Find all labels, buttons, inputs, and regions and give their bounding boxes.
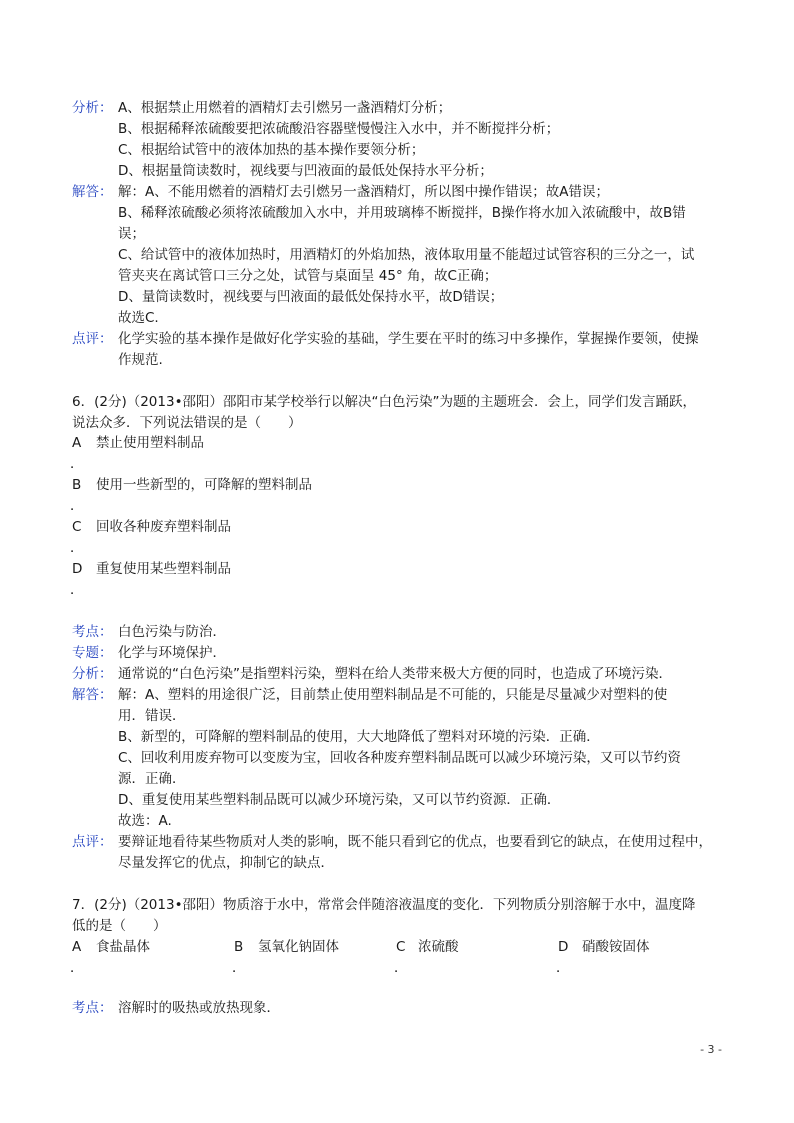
- option-letter: D: [558, 939, 569, 955]
- option-text: 氢氧化钠固体: [258, 939, 339, 955]
- analysis-line: D、根据量筒读数时，视线要与凹液面的最低处保持水平分析；: [118, 163, 493, 179]
- option-letter: A: [72, 435, 82, 451]
- option-dot: ．: [70, 582, 84, 598]
- option-dot: ．: [232, 960, 246, 976]
- jieda-line: 源．正确．: [118, 771, 186, 787]
- fenxi-text: 通常说的“白色污染”是指塑料污染，塑料在给人类带来极大方便的同时，也造成了环境污染．: [118, 666, 672, 682]
- analysis-line: C、根据给试管中的液体加热的基本操作要领分析；: [118, 142, 425, 158]
- answer-line: D、量筒读数时，视线要与凹液面的最低处保持水平，故D错误；: [118, 289, 504, 305]
- jieda-line: B、新型的，可降解的塑料制品的使用，大大地降低了塑料对环境的污染．正确．: [118, 729, 600, 745]
- answer-line: C、给试管中的液体加热时，用酒精灯的外焰加热，液体取用量不能超过试管容积的三分之一，试: [118, 247, 695, 263]
- question-7-stem: 7．(2分)（2013•邵阳）物质溶于水中，常常会伴随溶液温度的变化．下列物质分别溶解于水中，温度降: [72, 897, 696, 913]
- dianping-label: 点评：: [72, 834, 113, 850]
- option-text: 浓硫酸: [418, 939, 459, 955]
- option-text: 禁止使用塑料制品: [96, 435, 204, 451]
- option-letter: D: [72, 561, 83, 577]
- option-text: 使用一些新型的，可降解的塑料制品: [96, 477, 312, 493]
- analysis-label: 分析：: [72, 100, 113, 116]
- option-letter: B: [72, 477, 82, 493]
- option-text: 回收各种废弃塑料制品: [96, 519, 231, 535]
- option-dot: ．: [70, 456, 84, 472]
- option-text: 硝酸铵固体: [582, 939, 650, 955]
- zhuanti-text: 化学与环境保护．: [118, 645, 226, 661]
- page-number: - 3 -: [700, 1043, 722, 1056]
- option-text: 食盐晶体: [96, 939, 150, 955]
- fenxi-label: 分析：: [72, 666, 113, 682]
- answer-label: 解答：: [72, 184, 113, 200]
- option-text: 重复使用某些塑料制品: [96, 561, 231, 577]
- kaodian-text: 白色污染与防治．: [118, 624, 226, 640]
- answer-line: 误；: [118, 226, 145, 242]
- kaodian-text: 溶解时的吸热或放热现象．: [118, 1000, 280, 1016]
- answer-line: B、稀释浓硫酸必须将浓硫酸加入水中，并用玻璃棒不断搅拌，B操作将水加入浓硫酸中，故B错: [118, 205, 686, 221]
- option-dot: ．: [394, 960, 408, 976]
- zhuanti-label: 专题：: [72, 645, 113, 661]
- comment-label: 点评：: [72, 331, 113, 347]
- option-letter: A: [72, 939, 82, 955]
- jieda-line: 故选：A.: [118, 813, 172, 829]
- option-dot: ．: [70, 498, 84, 514]
- analysis-line: B、根据稀释浓硫酸要把浓硫酸沿容器壁慢慢注入水中，并不断搅拌分析；: [118, 121, 560, 137]
- jieda-line: 解：A、塑料的用途很广泛，目前禁止使用塑料制品是不可能的，只能是尽量减少对塑料的使: [118, 687, 668, 703]
- answer-line: 解：A、不能用燃着的酒精灯去引燃另一盏酒精灯，所以图中操作错误；故A错误；: [118, 184, 609, 200]
- jieda-line: 用．错误．: [118, 708, 186, 724]
- analysis-line: A、根据禁止用燃着的酒精灯去引燃另一盏酒精灯分析；: [118, 100, 452, 116]
- jieda-label: 解答：: [72, 687, 113, 703]
- question-7-stem: 低的是（ ）: [72, 918, 167, 934]
- kaodian-label: 考点：: [72, 1000, 113, 1016]
- option-dot: ．: [70, 540, 84, 556]
- option-dot: ．: [70, 960, 84, 976]
- question-6-stem: 说法众多．下列说法错误的是（ ）: [72, 415, 302, 431]
- option-letter: C: [72, 519, 82, 535]
- question-6-stem: 6．(2分)（2013•邵阳）邵阳市某学校举行以解决“白色污染”为题的主题班会．会上，同学们发言踊跃，: [72, 394, 697, 410]
- option-letter: B: [234, 939, 244, 955]
- answer-line: 故选C.: [118, 310, 159, 326]
- comment-line: 作规范.: [118, 352, 163, 368]
- dianping-line: 尽量发挥它的优点，抑制它的缺点．: [118, 855, 334, 871]
- jieda-line: C、回收利用废弃物可以变废为宝，回收各种废弃塑料制品既可以减少环境污染，又可以节约资: [118, 750, 681, 766]
- answer-line: 管夹夹在离试管口三分之处，试管与桌面呈 45° 角，故C正确；: [118, 268, 498, 284]
- jieda-line: D、重复使用某些塑料制品既可以减少环境污染，又可以节约资源．正确．: [118, 792, 561, 808]
- kaodian-label: 考点：: [72, 624, 113, 640]
- dianping-line: 要辩证地看待某些物质对人类的影响，既不能只看到它的优点，也要看到它的缺点，在使用过程中，: [118, 834, 712, 850]
- option-letter: C: [396, 939, 406, 955]
- comment-line: 化学实验的基本操作是做好化学实验的基础，学生要在平时的练习中多操作，掌握操作要领，使操: [118, 331, 699, 347]
- option-dot: ．: [556, 960, 570, 976]
